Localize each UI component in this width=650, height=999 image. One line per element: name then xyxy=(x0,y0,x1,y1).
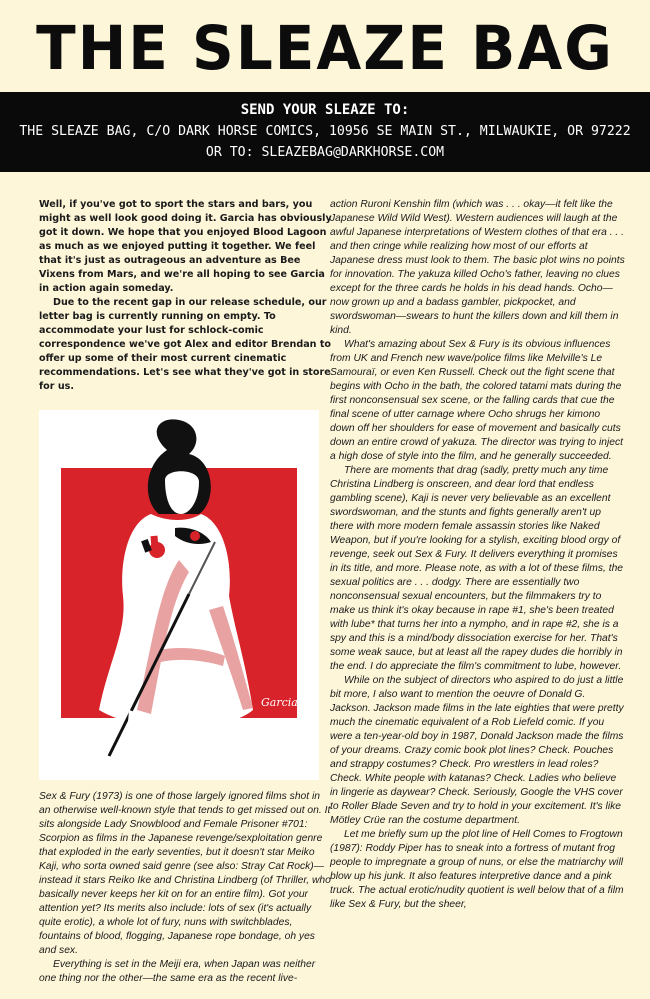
illustration-geisha xyxy=(39,410,319,780)
left-column xyxy=(39,198,334,986)
page-title: THE SLEAZE BAG xyxy=(36,12,614,84)
artist-signature: Garcia xyxy=(261,696,298,709)
band-line-2: THE SLEAZE BAG, C/O DARK HORSE COMICS, 10956 SE MAIN ST., MILWAUKIE, OR 97222 xyxy=(19,124,631,139)
intro-paragraph-1: Well, if you've got to sport the stars and bars, you might as well look good doing it. Garcia has obviously got it down. We hope that you enjoyed Blood Lagoon as much as we enjoyed putting it together. We feel that it's just as outrageous an adventure as Bee Vixens from Mars, and we're all hoping to see Garcia in action again someday. xyxy=(39,199,332,294)
right-paragraph-4: While on the subject of directors who aspired to do just a little bit more, I also want to mention the oeuvre of Donald G. Jackson. Jackson made films in the late eighties that were pretty much the cinematic equivalent of a Rob Liefeld comic. If you were a ten-year-old boy in 1987, Donald Jackson made the films of your dreams. Crazy comic book plot lines? Check. Pouches and strappy costumes? Check. Pro wrestlers in lead roles? Check. White people with katanas? Check. Ladies who believe in lingerie as daywear? Check. Seriously, Google the VHS cover to Roller Blade Seven and try to hold in your excitement. It's like Mötley Crüe ran the costume department. xyxy=(330,675,624,826)
band-line-1: SEND YOUR SLEAZE TO: xyxy=(240,102,410,118)
left-paragraph-1: Sex & Fury (1973) is one of those largely ignored films shot in an otherwise well-known style that tends to get missed out on. It sits alongside Lady Snowblood and Female Prisoner #701: Scorpion as films in the Japanese revenge/sexploitation genre that exploded in the early seventies, but it doesn't star Meiko Kaji, who sorta owned said genre (see also: Stray Cat Rock)—instead it stars Reiko Ike and Christina Lindberg (of Thriller, who basically never keeps her kit on for an entire film). Got your attention yet? Its merits also include: lots of sex (it's actually quite erotic), a whole lot of fury, nuns with switchblades, fountains of blood, flogging, Japanese rope bondage, oh yes and sex. xyxy=(39,791,331,956)
right-paragraph-3: There are moments that drag (sadly, pretty much any time Christina Lindberg is onscreen, and dear lord that endless gambling scene), Kaji is never very believable as an excellent swordswoman, and the stunts and fights generally aren't up there with more modern female assassin stories like Naked Weapon, but if you're looking for a stylish, exciting blood orgy of revenge, seek out Sex & Fury. It delivers everything it promises in its title, and more. Please note, as with a lot of these films, the sexual politics are . . . dodgy. There are essentially two nonconsensual sexual encounters, but the filmmakers try to make us think it's okay because in rape #1, she's been treated with lube* that turns her into a nympho, and in rape #2, she is a spy and this is a mind/body dissociation exercise for her. That's some weak sauce, but at least all the rapey dudes die horribly in the end. I do appreciate the film's commitment to lube, however. xyxy=(330,465,624,672)
right-column xyxy=(330,198,625,912)
left-paragraph-2: Everything is set in the Meiji era, when Japan was neither one thing nor the other—the same era as the recent live- xyxy=(39,959,316,984)
geisha-illustration-svg xyxy=(39,410,319,780)
editor-intro xyxy=(39,198,334,394)
masthead xyxy=(0,0,650,92)
right-paragraph-5: Let me briefly sum up the plot line of Hell Comes to Frogtown (1987): Roddy Piper has to sneak into a fortress of mutant frog people to impregnate a group of nuns, or else the matriarchy will blow up his junk. It also features interpretive dance and a pink truck. The actual erotic/nudity quotient is well below that of a film like Sex & Fury, but the sheer, xyxy=(330,829,624,910)
left-review-text xyxy=(39,790,334,986)
right-paragraph-1: action Ruroni Kenshin film (which was . . . okay—it felt like the Japanese Wild Wild West). Western audiences will laugh at the awful Japanese interpretations of Western clothes of that era . . . and then cringe while realizing how most of our efforts at Japanese dress must look to them. The basic plot wins no points for innovation. The yakuza killed Ocho's father, leaving no clues except for the three cards he holds in his dead hands. Ocho—now grown up and a badass gambler, pickpocket, and swordswoman—swears to hunt the killers down and kill them in kind. xyxy=(330,199,625,336)
intro-paragraph-2: Due to the recent gap in our release schedule, our letter bag is currently running on empty. To accommodate your lust for schlock-comic correspondence we've got Alex and editor Brendan to offer up some of their most current cinematic recommendations. Let's see what they've got in store for us. xyxy=(39,297,332,392)
right-paragraph-2: What's amazing about Sex & Fury is its obvious influences from UK and French new wave/police films like Melville's Le Samouraï, or even Ken Russell. Check out the fight scene that begins with Ocho in the bath, the colored tatami mats during the first nonconsensual sex scene, or the falling cards that cue the final scene of utter carnage where Ocho shrugs her kimono down off her shoulders for ease of movement and basically cuts down an entire crowd of yakuza. The director was trying to inject a high dose of style into the film, and he generally succeeded. xyxy=(330,339,624,462)
address-band xyxy=(0,92,650,172)
band-line-3: OR TO: SLEAZEBAG@DARKHORSE.COM xyxy=(205,145,445,160)
